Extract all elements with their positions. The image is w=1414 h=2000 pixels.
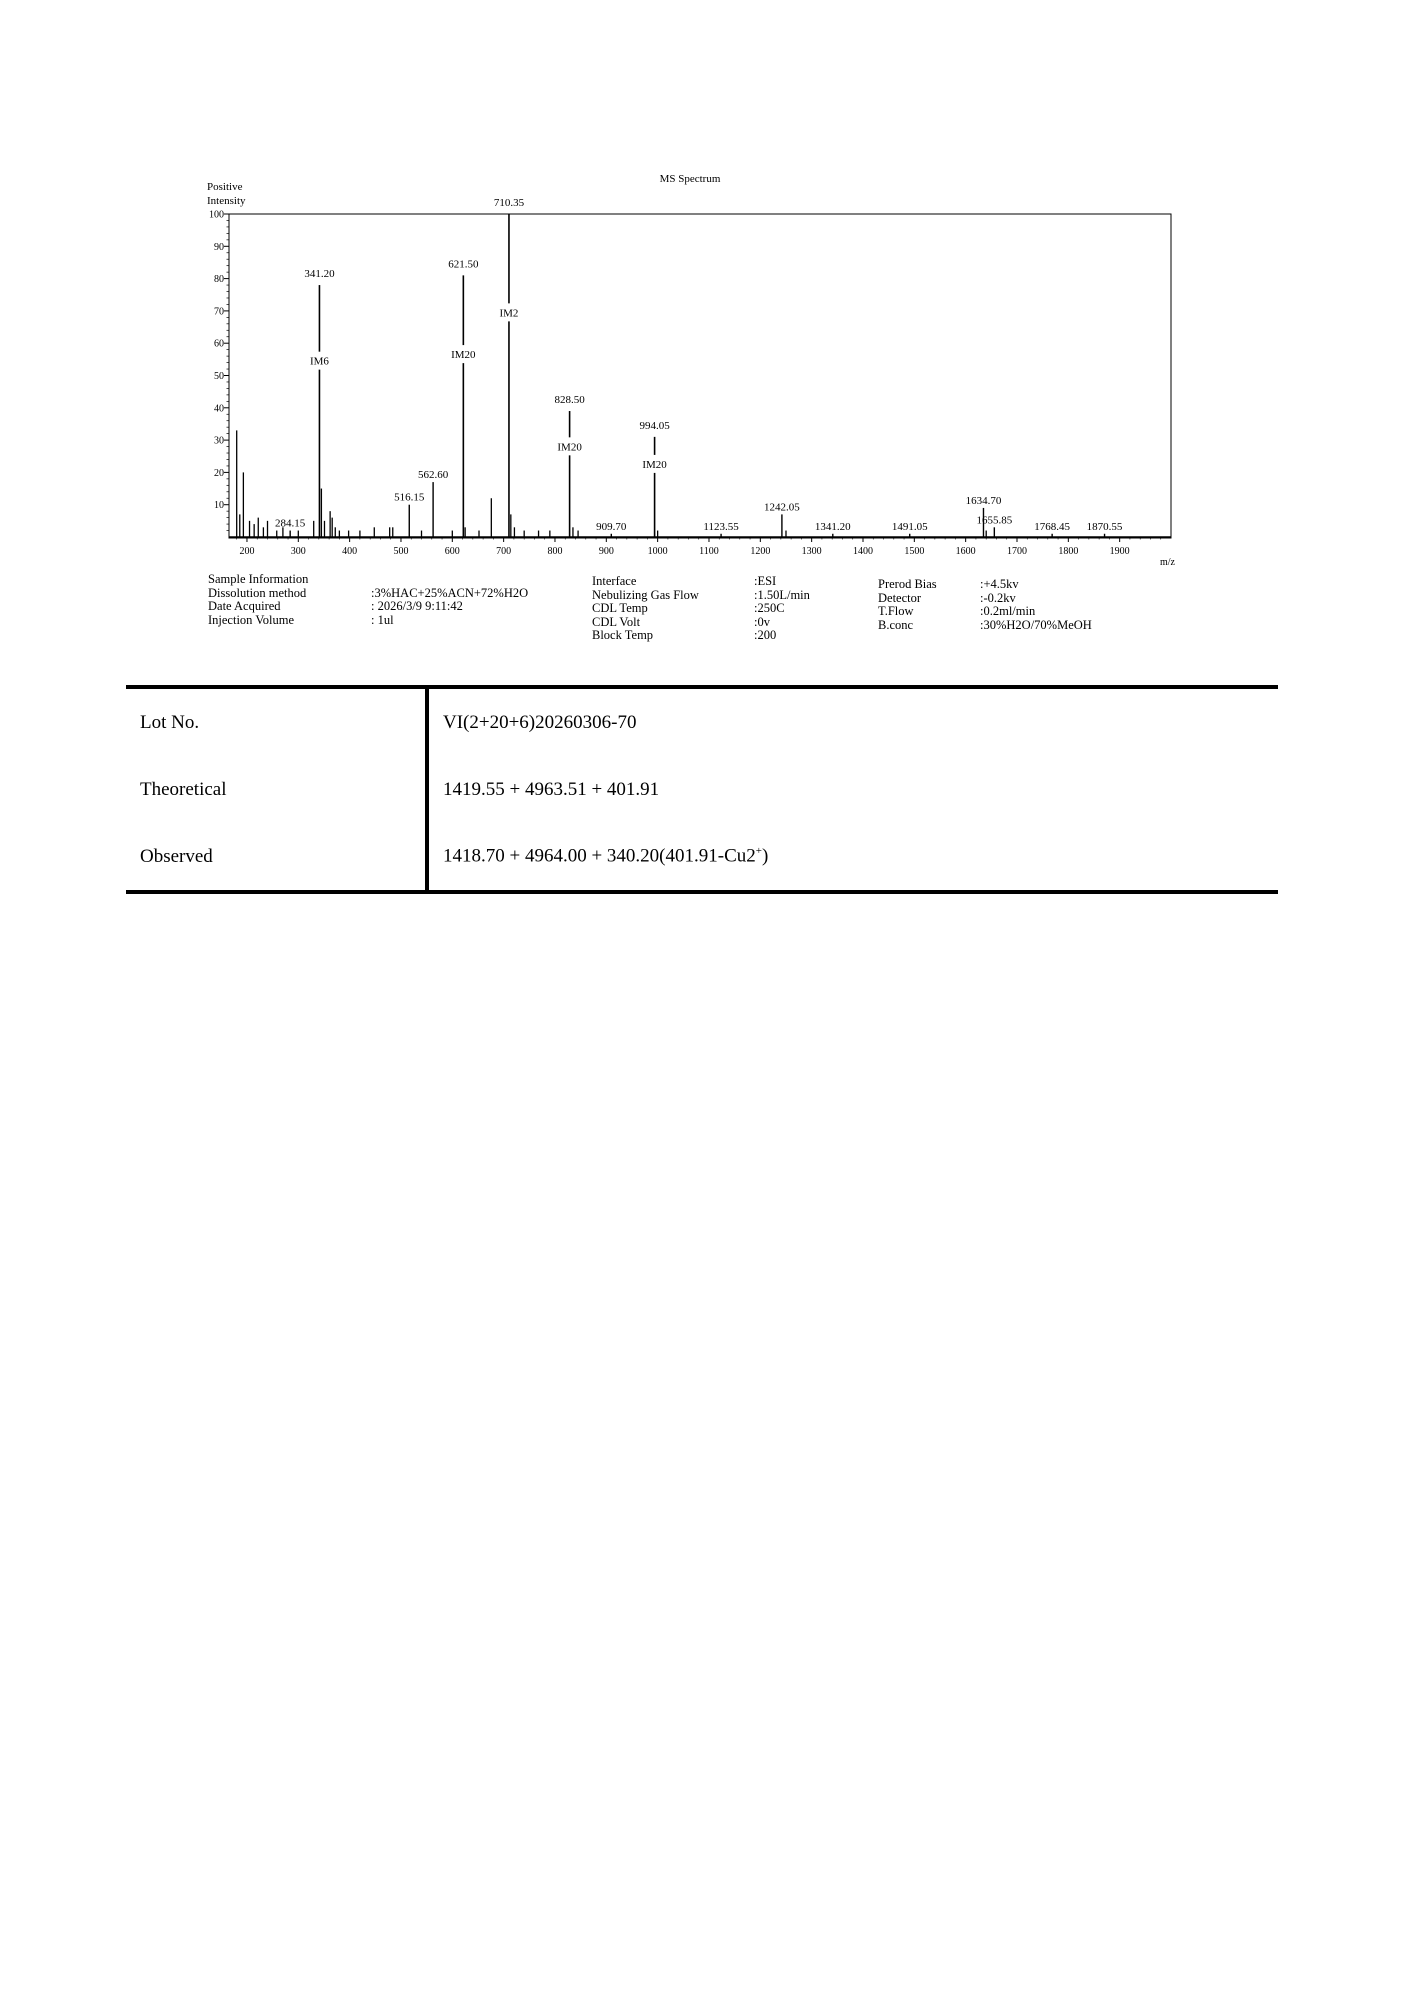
peak-621-50-label: 621.50 bbox=[448, 258, 479, 271]
observed-row bbox=[126, 823, 1278, 892]
x-tick-label-1100: 1100 bbox=[699, 546, 719, 557]
peak-710-35-tag-label: IM2 bbox=[499, 307, 519, 320]
x-tick-label-1800: 1800 bbox=[1058, 546, 1079, 557]
lot-label: Lot No. bbox=[126, 687, 427, 756]
info-row bbox=[878, 592, 1148, 606]
info-value: :30%H2O/70%MeOH bbox=[980, 617, 1092, 632]
chart-title: MS Spectrum bbox=[659, 173, 721, 185]
info-row bbox=[878, 619, 1148, 633]
y-tick-label-70: 70 bbox=[214, 306, 224, 318]
peak-341-20-label: 341.20 bbox=[304, 268, 335, 281]
x-tick-label-1300: 1300 bbox=[801, 546, 822, 557]
peak-621-50-tag-label: IM20 bbox=[451, 349, 476, 362]
x-tick-label-200: 200 bbox=[239, 546, 255, 557]
peak-1341-20-label: 1341.20 bbox=[814, 520, 851, 533]
y-tick-label-50: 50 bbox=[214, 371, 224, 382]
sample-info-block bbox=[208, 573, 548, 643]
info-row bbox=[592, 602, 862, 616]
lot-row bbox=[126, 687, 1278, 756]
info-row bbox=[592, 589, 862, 603]
plot-frame bbox=[229, 214, 1171, 538]
peak-341-20-tag-label: IM6 bbox=[309, 355, 329, 368]
y-tick-label-10: 10 bbox=[214, 500, 224, 512]
y-axis-label-intensity: Intensity bbox=[207, 195, 246, 207]
peak-1491-05-label: 1491.05 bbox=[891, 520, 928, 533]
result-table bbox=[126, 685, 1278, 894]
source-info-block bbox=[878, 578, 1148, 648]
peak-1655-85-label: 1655.85 bbox=[976, 514, 1013, 527]
info-label: CDL Temp bbox=[592, 601, 648, 615]
x-tick-label-400: 400 bbox=[342, 546, 358, 557]
y-tick-label-40: 40 bbox=[214, 403, 224, 415]
y-tick-label-60: 60 bbox=[214, 338, 224, 350]
peak-994-05-tag-label: IM20 bbox=[642, 458, 667, 471]
peak-1768-45-label: 1768.45 bbox=[1034, 520, 1071, 533]
info-row bbox=[208, 600, 548, 614]
info-row bbox=[592, 575, 862, 589]
info-label: Interface bbox=[592, 574, 637, 588]
theoretical-label: Theoretical bbox=[126, 756, 427, 823]
info-row bbox=[592, 616, 862, 630]
peak-516-15-label: 516.15 bbox=[394, 491, 425, 504]
info-label: Nebulizing Gas Flow bbox=[592, 587, 699, 602]
info-label: Block Temp bbox=[592, 628, 654, 642]
x-tick-label-1200: 1200 bbox=[750, 546, 771, 557]
x-tick-label-1400: 1400 bbox=[852, 546, 873, 557]
info-row bbox=[208, 573, 548, 587]
info-row bbox=[208, 587, 548, 601]
info-label: Dissolution method bbox=[208, 585, 307, 600]
x-tick-label-600: 600 bbox=[444, 546, 460, 557]
peak-828-50-tag-label: IM20 bbox=[557, 441, 582, 454]
info-label: Injection Volume bbox=[208, 612, 294, 627]
x-tick-label-900: 900 bbox=[598, 546, 614, 557]
y-tick-label-20: 20 bbox=[214, 467, 224, 479]
info-value: :ESI bbox=[754, 574, 777, 588]
info-label: Prerod Bias bbox=[878, 577, 937, 591]
info-value: :1.50L/min bbox=[754, 587, 810, 602]
x-tick-label-700: 700 bbox=[496, 546, 512, 557]
labeled-peaks bbox=[275, 197, 1123, 537]
theoretical-value: 1419.55 + 4963.51 + 401.91 bbox=[443, 778, 660, 800]
y-axis-label-positive: Positive bbox=[207, 181, 243, 193]
lot-value: VI(2+20+6)20260306-70 bbox=[443, 711, 637, 733]
y-tick-label-90: 90 bbox=[214, 241, 224, 253]
info-label: T.Flow bbox=[878, 604, 914, 618]
info-row bbox=[208, 614, 548, 628]
info-value: :0v bbox=[754, 614, 770, 629]
x-tick-label-1700: 1700 bbox=[1006, 546, 1027, 557]
info-value: :0.2ml/min bbox=[980, 604, 1036, 618]
info-label: Detector bbox=[878, 590, 922, 605]
x-tick-label-800: 800 bbox=[547, 546, 563, 557]
peak-710-35-label: 710.35 bbox=[493, 197, 525, 209]
info-value: :3%HAC+25%ACN+72%H2O bbox=[371, 585, 529, 600]
x-tick-label-300: 300 bbox=[290, 546, 306, 557]
info-label: CDL Volt bbox=[592, 614, 641, 629]
x-tick-label-1600: 1600 bbox=[955, 546, 976, 557]
ms-spectrum-chart bbox=[0, 0, 1414, 660]
info-value: :-0.2kv bbox=[980, 590, 1016, 605]
peak-284-15-label: 284.15 bbox=[275, 517, 306, 530]
info-value: :250C bbox=[754, 601, 785, 615]
observed-value-main: 1418.70 + 4964.00 + 340.20(401.91-Cu2 bbox=[443, 845, 756, 867]
x-axis-label: m/z bbox=[1160, 557, 1175, 568]
info-value: : 1ul bbox=[371, 612, 394, 627]
info-value: : 2026/3/9 9:11:42 bbox=[371, 599, 463, 613]
theoretical-row bbox=[126, 756, 1278, 823]
y-axis-ticks bbox=[209, 210, 229, 531]
peak-828-50-label: 828.50 bbox=[554, 394, 585, 407]
y-tick-label-80: 80 bbox=[214, 274, 224, 286]
info-value: :+4.5kv bbox=[980, 577, 1019, 591]
x-tick-label-1000: 1000 bbox=[647, 546, 668, 557]
info-value: :200 bbox=[754, 628, 777, 642]
observed-label: Observed bbox=[126, 823, 427, 892]
peak-1242-05-label: 1242.05 bbox=[764, 501, 800, 514]
info-label: Sample Information bbox=[208, 572, 309, 586]
observed-value-superscript: + bbox=[755, 845, 762, 858]
x-tick-label-1500: 1500 bbox=[904, 546, 925, 557]
info-row bbox=[878, 578, 1148, 592]
instrument-info-rows bbox=[592, 575, 862, 643]
info-row bbox=[592, 629, 862, 643]
x-axis-ticks bbox=[237, 537, 1161, 557]
peak-562-60-label: 562.60 bbox=[417, 469, 449, 482]
peak-1634-70-label: 1634.70 bbox=[965, 494, 1002, 507]
x-tick-label-1900: 1900 bbox=[1109, 546, 1130, 557]
info-row bbox=[878, 605, 1148, 619]
source-info-rows bbox=[878, 578, 1148, 632]
peak-1123-55-label: 1123.55 bbox=[703, 520, 739, 533]
y-tick-label-30: 30 bbox=[214, 435, 224, 447]
peak-1870-55-label: 1870.55 bbox=[1086, 520, 1123, 533]
info-label: B.conc bbox=[878, 617, 914, 632]
y-tick-label-100: 100 bbox=[209, 209, 224, 221]
info-label: Date Acquired bbox=[208, 599, 281, 613]
peak-994-05-label: 994.05 bbox=[639, 419, 670, 432]
observed-value bbox=[427, 823, 1278, 892]
observed-value-end: ) bbox=[761, 845, 769, 867]
instrument-info-block bbox=[592, 575, 862, 645]
x-tick-label-500: 500 bbox=[393, 546, 409, 557]
peak-909-70-label: 909.70 bbox=[596, 520, 627, 533]
sample-info-rows bbox=[208, 573, 548, 627]
